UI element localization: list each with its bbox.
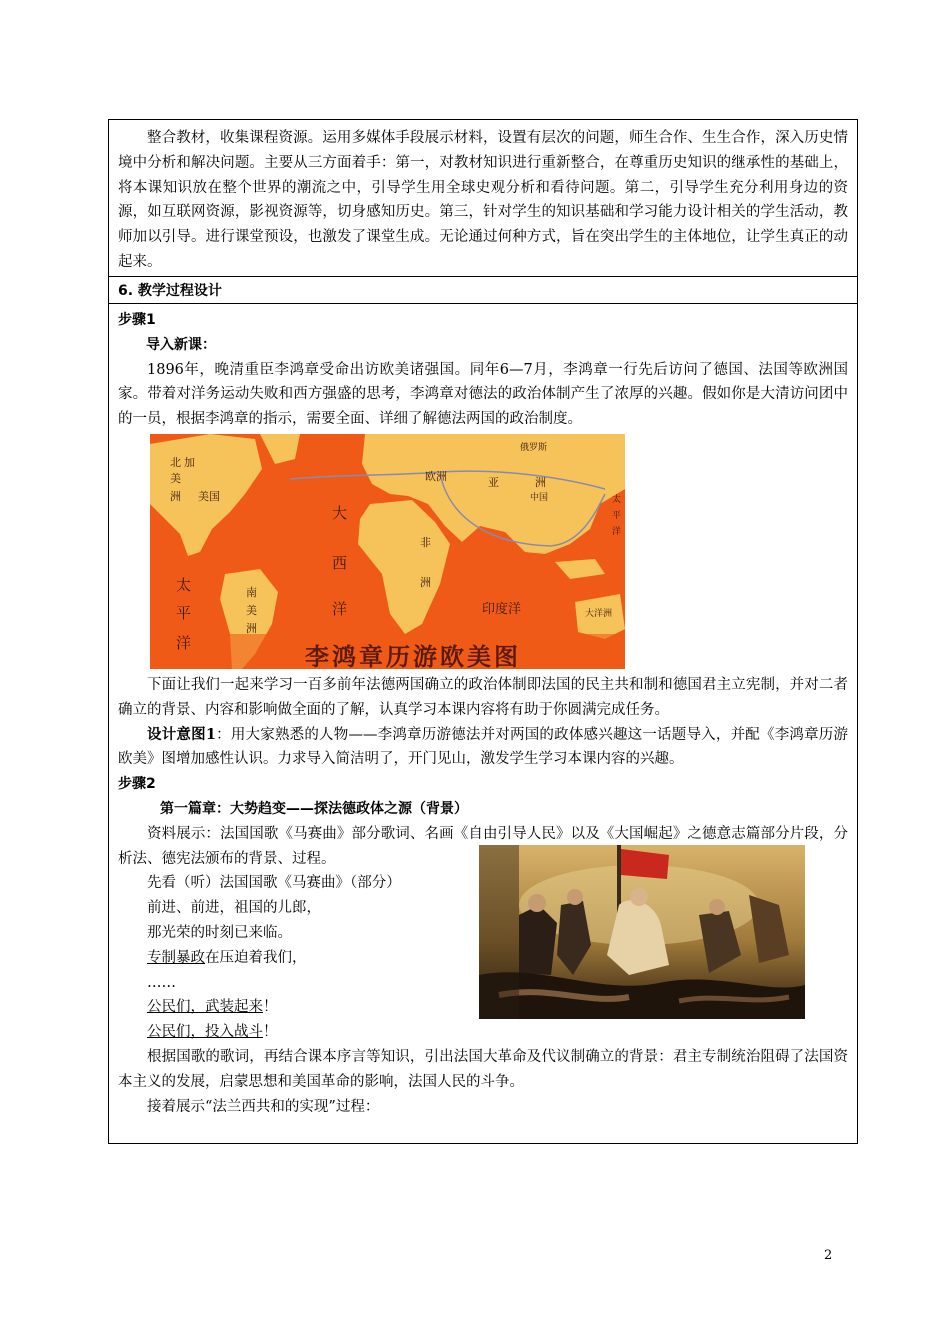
process-cell xyxy=(109,304,857,1143)
chapter-heading: 第一篇章：大势趋变——探法德政体之源（背景） xyxy=(160,800,468,817)
lyric-line-3-rest: 在压迫着我们， xyxy=(205,949,307,966)
lyric-line-5 xyxy=(118,995,468,1020)
design-intent-text: ：用大家熟悉的人物——李鸿章历游德法并对两国的政体感兴趣这一话题导入，并配《李鸿章历游欧美》图增加感性认识。力求导入简洁明了，开门见山，激发学生学习本课内容的兴趣。 xyxy=(118,726,849,768)
song-intro: 先看（听）法国国歌《马赛曲》（部分） xyxy=(147,875,401,892)
map-label-pacific-r3: 洋 xyxy=(612,526,622,537)
intro-paragraph: 1896年，晚清重臣李鸿章受命出访欧美诸强国。同年6—7月，李鸿章一行先后访问了德国、法国等欧洲国家。带着对洋务运动失败和西方强盛的思考，李鸿章对德法的政治体制产生了浓厚的兴趣。假如你是大清访问团中的一员，根据李鸿章的指示，需要全面、详细了解德法两国的政治制度。 xyxy=(118,361,848,428)
li-hongzhang-travel-map xyxy=(150,434,625,669)
map-label-america2: 洲 xyxy=(170,489,181,503)
map-label-atlantic2: 西 xyxy=(332,553,348,572)
map-label-north1: 北 xyxy=(170,455,181,469)
resources-paragraph: 整合教材，收集课程资源。运用多媒体手段展示材料，设置有层次的问题，师生合作、生生合作，深入历史情境中分析和解决问题。主要从三方面着手：第一，对教材知识进行重新整合，在尊重历史知识的继承性的基础上，将本课知识放在整个世界的潮流之中，引导学生用全球史观分析和看待问题。第二，引导学生充分利用身边的资源，如互联网资源，影视资源等，切身感知历史。第三，针对学生的知识基础和学习能力设计相关的学生活动，教师加以引导。进行课堂预设，也激发了课堂生成。无论通过何种方式，旨在突出学生的主体地位，让学生真正的动起来。 xyxy=(118,130,848,270)
lyric-tyranny: 专制暴政 xyxy=(147,949,205,966)
painting-graphic xyxy=(479,845,805,1019)
intro-heading: 导入新课： xyxy=(146,336,216,353)
map-label-asia2: 洲 xyxy=(535,475,546,489)
lyric-line-3 xyxy=(118,946,468,971)
lyric-ellipsis: …… xyxy=(147,974,176,991)
marseillaise-lyrics xyxy=(118,871,468,1045)
map-label-pacific-l3: 洋 xyxy=(176,633,192,652)
materials-text: 资料展示：法国国歌《马赛曲》部分歌词、名画《自由引导人民》以及《大国崛起》之德意志篇部分片段，分析法、德宪法颁布的背景、过程。 xyxy=(118,825,848,867)
design-intent-paragraph xyxy=(118,723,848,773)
map-label-pacific-r2: 平 xyxy=(612,510,622,521)
map-label-asia1: 亚 xyxy=(488,475,499,489)
map-label-samerica3: 洲 xyxy=(246,621,257,635)
map-label-north2: 加 xyxy=(184,455,195,469)
step2-label: 步骤2 xyxy=(118,776,156,793)
lyric-line-2: 那光荣的时刻已来临。 xyxy=(147,924,292,941)
map-label-china: 中国 xyxy=(530,492,549,503)
lyric-line-6-end: ！ xyxy=(263,1024,278,1041)
map-label-africa2: 洲 xyxy=(420,575,431,589)
next-paragraph: 接着展示“法兰西共和的实现”过程： xyxy=(147,1098,380,1115)
map-label-pacific-l1: 太 xyxy=(176,575,192,594)
lyric-line-1: 前进、前进，祖国的儿郎， xyxy=(147,900,321,917)
map-label-america1: 美 xyxy=(170,471,181,485)
map-label-usa: 美国 xyxy=(198,489,220,503)
map-label-russia: 俄罗斯 xyxy=(520,442,548,453)
map-label-samerica2: 美 xyxy=(246,603,257,617)
lesson-plan-table xyxy=(108,119,858,1144)
map-label-europe: 欧洲 xyxy=(425,469,447,483)
map-label-pacific-l2: 平 xyxy=(176,603,192,622)
map-label-africa1: 非 xyxy=(420,535,431,549)
lyric-fight: 公民们，投入战斗 xyxy=(147,1024,263,1041)
resources-cell xyxy=(109,120,857,277)
map-label-atlantic1: 大 xyxy=(332,503,348,522)
map-label-oceania: 大洋洲 xyxy=(585,608,613,619)
lyric-arm: 公民们，武装起来 xyxy=(147,999,263,1016)
step1-label: 步骤1 xyxy=(118,312,156,328)
process-heading: 6. 教学过程设计 xyxy=(118,283,222,299)
page-number: 2 xyxy=(824,1248,833,1263)
map-label-indian-ocean: 印度洋 xyxy=(482,601,522,617)
transition-paragraph: 下面让我们一起来学习一百多前年法德两国确立的政治体制即法国的民主共和制和德国君主立宪制，并对二者确立的背景、内容和影响做全面的了解，认真学习本课内容将有助于你圆满完成任务。 xyxy=(118,676,848,718)
liberty-leading-the-people-painting xyxy=(479,845,805,1019)
lyric-line-5-end: ！ xyxy=(263,999,278,1016)
map-caption: 李鸿章历游欧美图 xyxy=(305,642,521,669)
map-label-atlantic3: 洋 xyxy=(332,599,348,618)
design-intent-label: 设计意图1 xyxy=(147,725,216,743)
lyric-line-6 xyxy=(118,1020,468,1045)
process-heading-cell xyxy=(109,277,857,304)
map-label-pacific-r1: 太 xyxy=(612,494,622,505)
map-label-samerica1: 南 xyxy=(246,585,257,599)
analysis-paragraph: 根据国歌的歌词，再结合课本序言等知识，引出法国大革命及代议制确立的背景：君主专制统治阻碍了法国资本主义的发展，启蒙思想和美国革命的影响，法国人民的斗争。 xyxy=(118,1048,848,1090)
